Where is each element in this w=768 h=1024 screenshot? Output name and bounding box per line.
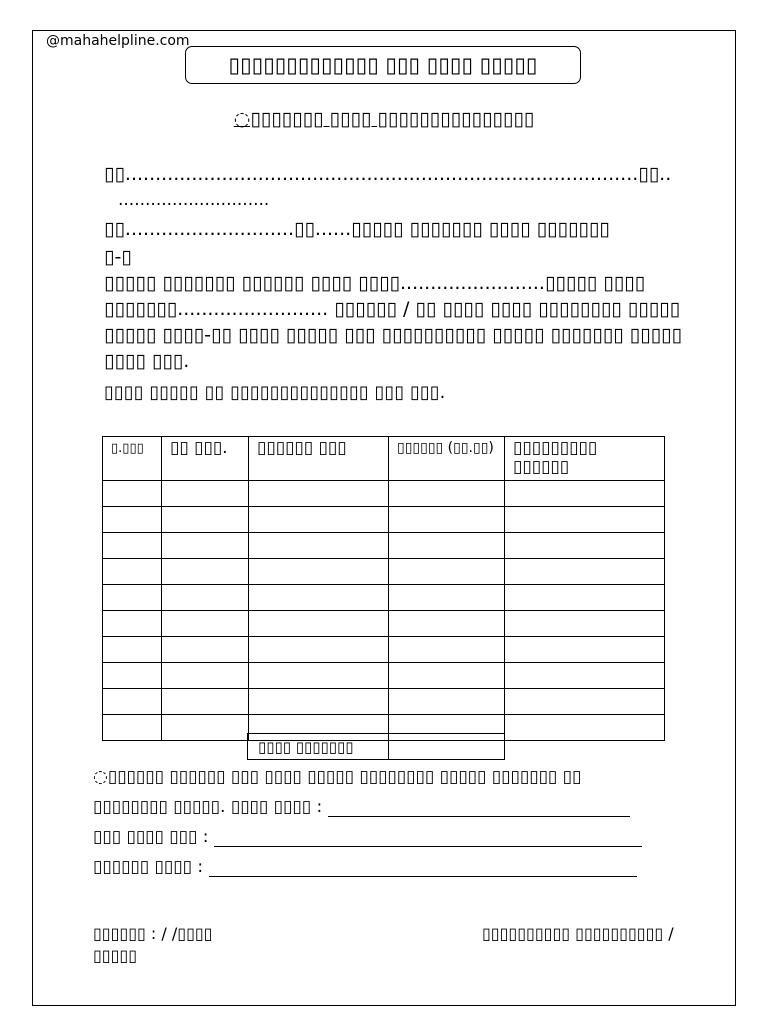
total-row [247,733,505,760]
table-cell[interactable] [505,533,665,559]
date-label: ▯▯▯▯▯▯ : / /▯▯▯▯ [93,924,213,943]
table-cell[interactable] [505,663,665,689]
table-cell[interactable] [505,637,665,663]
form-title-text: ▯▯▯▯▯▯▯▯▯▯▯▯▯ ▯▯▯ ▯▯▯▯ ▯▯▯▯▯ [228,53,538,77]
form-subtitle: ◌▯▯▯▯▯▯▯ ▯▯▯▯ ▯▯▯▯▯▯▯▯▯▯▯▯▯▯▯ [233,108,535,130]
table-cell[interactable] [162,663,249,689]
declaration-text: ◌▯▯▯▯▯▯ ▯▯▯▯▯▯ ▯▯▯ ▯▯▯▯ ▯▯▯▯▯ ▯▯▯▯▯▯▯▯ ▯▯▯▯▯ ▯▯▯▯▯▯▯ ▯▯ [93,767,582,787]
table-cell[interactable] [103,507,162,533]
table-cell[interactable] [389,663,505,689]
table-row [103,507,665,533]
table-cell[interactable] [162,637,249,663]
table-cell[interactable] [249,507,389,533]
table-cell[interactable] [249,637,389,663]
table-cell[interactable] [505,611,665,637]
table-cell[interactable] [249,481,389,507]
address-line-2-continued: ▯-▯ [104,246,132,268]
table-cell[interactable] [103,663,162,689]
table-header-row [103,437,665,481]
table-cell[interactable] [505,559,665,585]
table-cell[interactable] [162,481,249,507]
table-cell[interactable] [162,559,249,585]
header-number: ▯▯ ▯▯▯. [162,437,249,481]
table-cell[interactable] [389,481,505,507]
table-cell[interactable] [505,689,665,715]
table-row [103,559,665,585]
table-cell[interactable] [162,507,249,533]
table-row [103,663,665,689]
field-row-3-label: ▯▯▯▯▯▯ ▯▯▯▯ : [93,857,204,877]
table-cell[interactable] [162,715,249,741]
field-row-1 [93,797,630,817]
table-cell[interactable] [505,585,665,611]
table-cell[interactable] [249,663,389,689]
form-title [185,46,581,84]
table-cell[interactable] [249,559,389,585]
entries-table [102,436,665,741]
header-name: ▯▯▯▯▯▯ ▯▯▯ [249,437,389,481]
table-cell[interactable] [389,559,505,585]
total-value-cell[interactable] [389,734,505,760]
table-cell[interactable] [389,507,505,533]
table-cell[interactable] [162,611,249,637]
table-cell[interactable] [103,611,162,637]
table-row [103,689,665,715]
table-cell[interactable] [389,533,505,559]
table-cell[interactable] [505,481,665,507]
table-cell[interactable] [162,533,249,559]
table-cell[interactable] [162,585,249,611]
header-serial-no: ▯.▯▯▯ [103,437,162,481]
table-row [103,611,665,637]
table-cell[interactable] [505,715,665,741]
field-row-1-label: ▯▯▯▯ ▯▯▯▯ : [230,797,323,817]
field-row-2-label: ▯▯▯ ▯▯▯▯ ▯▯▯ : [93,827,209,847]
table-cell[interactable] [103,533,162,559]
table-cell[interactable] [249,585,389,611]
instruction-paragraph: ▯▯▯▯ ▯▯▯▯▯ ▯▯ ▯▯▯▯▯▯▯▯▯▯▯▯▯▯ ▯▯▯ ▯▯▯. [104,382,446,403]
table-cell[interactable] [103,637,162,663]
address-line-2: ▯▯............................▯▯......▯▯▯▯▯ ▯▯▯▯▯▯▯ ▯▯▯▯ ▯▯▯▯▯▯▯ [104,218,610,240]
field-row-1-prefix: ▯▯▯▯▯▯▯▯ ▯▯▯▯▯. [93,797,226,817]
table-row [103,637,665,663]
field-row-2-input[interactable] [214,831,642,847]
table-cell[interactable] [162,689,249,715]
field-row-2 [93,827,642,847]
address-line-1: ▯▯.....................................................................................▯▯.. [104,163,672,185]
table-row [103,481,665,507]
table-cell[interactable] [505,507,665,533]
table-cell[interactable] [249,689,389,715]
table-cell[interactable] [103,559,162,585]
field-row-1-input[interactable] [328,801,630,817]
table-cell[interactable] [389,585,505,611]
place-label: ▯▯▯▯▯ [93,946,138,965]
request-paragraph: ▯▯▯▯▯ ▯▯▯▯▯▯▯ ▯▯▯▯▯▯ ▯▯▯▯ ▯▯▯▯........................▯▯▯▯▯ ▯▯▯▯ ▯▯▯▯▯▯▯......................... ▯▯▯▯▯▯ / ▯▯ ▯▯▯▯ ▯▯▯▯ ▯▯▯▯▯▯▯▯ ▯▯▯▯▯ ▯▯▯▯▯ ▯▯▯▯-▯▯ ▯▯▯▯ ▯▯▯▯▯ ▯▯▯ ▯▯▯▯▯▯▯▯▯▯ ▯▯▯▯▯ ▯▯▯▯▯▯▯ ▯▯▯▯▯ ▯▯▯▯ ▯▯▯. [104,272,682,372]
total-label: ▯▯▯▯ ▯▯▯▯▯▯▯ [248,734,389,760]
table-cell[interactable] [103,481,162,507]
table-cell[interactable] [389,689,505,715]
table-row [103,533,665,559]
header-remarks: ▯▯▯▯▯▯▯▯▯ ▯▯▯▯▯▯ [505,437,665,481]
field-row-3-input[interactable] [209,861,637,877]
table-cell[interactable] [103,689,162,715]
address-line-1-continued: ............................ [118,190,270,210]
table-cell[interactable] [389,637,505,663]
table-cell[interactable] [103,715,162,741]
table-row [103,585,665,611]
table-cell[interactable] [249,533,389,559]
watermark-text: @mahahelpline.com [46,33,190,49]
table-cell[interactable] [249,611,389,637]
table-cell[interactable] [103,585,162,611]
signature-label: ▯▯▯▯▯▯▯▯▯▯ ▯▯▯▯▯▯▯▯▯▯ / [482,924,674,943]
field-row-3 [93,857,637,877]
header-amount: ▯▯▯▯▯▯ (▯▯.▯▯) [389,437,505,481]
table-cell[interactable] [389,611,505,637]
